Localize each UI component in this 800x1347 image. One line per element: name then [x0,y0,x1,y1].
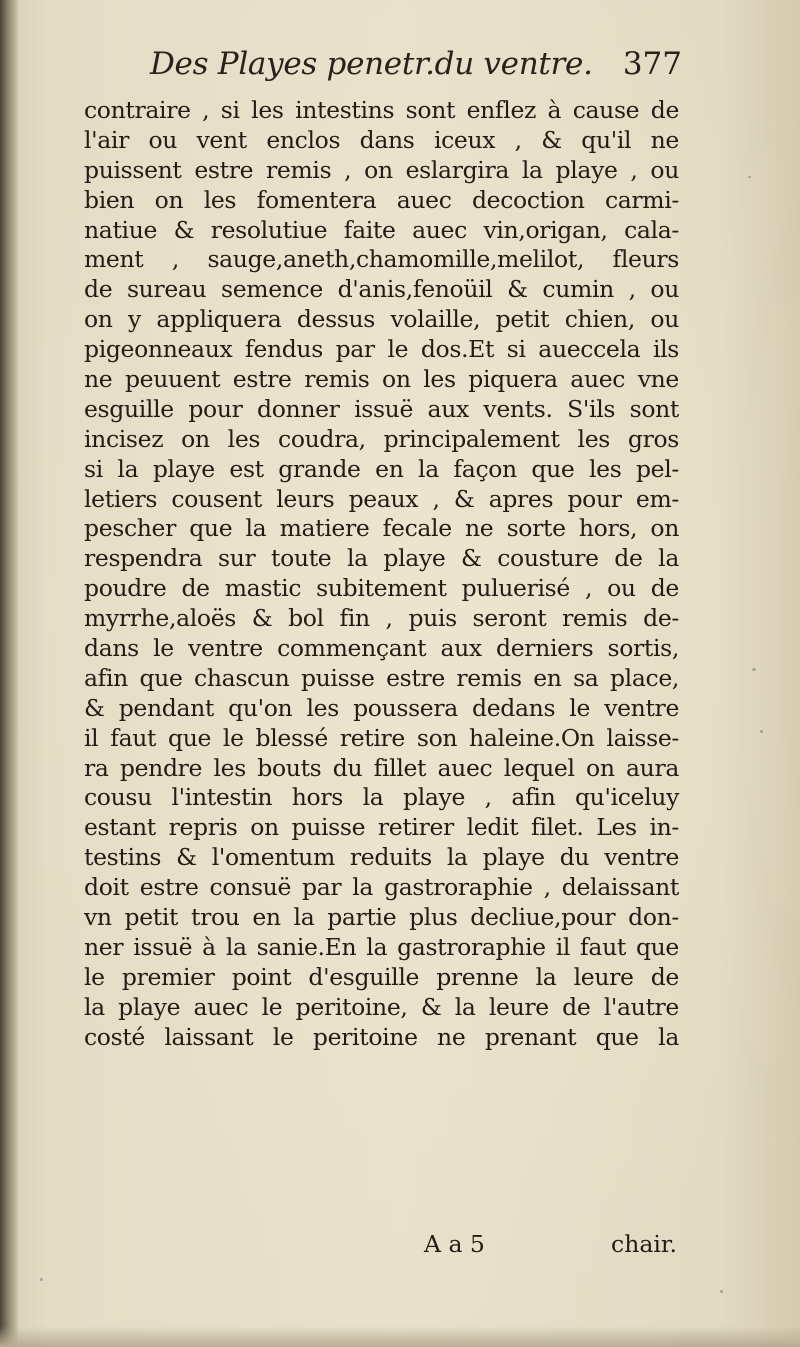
text-line: dans le ventre commençant aux derniers sortis, [84,634,679,663]
text-line: letiers cousent leurs peaux , & apres pour em- [84,484,679,513]
text-line: doit estre consuë par la gastroraphie , delaissant [84,873,679,902]
paper-speck [752,668,756,671]
paper-speck [760,730,763,733]
text-line: myrrhe,aloës & bol fin , puis seront remis de- [84,604,679,633]
page-footer [84,1230,679,1264]
text-line: incisez on les coudra, principalement les gros [84,424,679,453]
text-line: testins & l'omentum reduits la playe du ventre [84,843,679,872]
text-line: le premier point d'esguille prenne la leure de [84,962,679,991]
text-line: ner issuë à la sanie.En la gastroraphie il faut que [84,932,679,961]
text-line: respendra sur toute la playe & cousture de la [84,544,679,573]
text-line: pescher que la matiere fecale ne sorte hors, on [84,514,679,543]
catchword: chair. [611,1230,677,1258]
body-text [84,96,679,1053]
text-line: si la playe est grande en la façon que les pel- [84,454,679,483]
text-line: esguille pour donner issuë aux vents. S'ils sont [84,394,679,423]
text-line: l'air ou vent enclos dans iceux , & qu'il ne [84,125,679,154]
page-header [150,44,690,94]
running-title: Des Playes penetr.du ventre. [150,46,593,82]
text-line: cousu l'intestin hors la playe , afin qu'iceluy [84,783,679,812]
text-line: bien on les fomentera auec decoction carmi- [84,185,679,214]
text-line: il faut que le blessé retire son haleine.On laisse- [84,723,679,752]
page-number: 377 [622,46,682,82]
text-line: la playe auec le peritoine, & la leure de l'autre [84,992,679,1021]
signature-mark: A a 5 [424,1230,485,1258]
text-line: ra pendre les bouts du fillet auec lequel on aura [84,753,679,782]
paper-speck [720,1290,723,1293]
text-line: ne peuuent estre remis on les piquera auec vne [84,365,679,394]
text-line: ment , sauge,aneth,chamomille,melilot, fleurs [84,245,679,274]
text-line: & pendant qu'on les poussera dedans le ventre [84,693,679,722]
page-bottom-edge [0,1326,800,1347]
text-line: vn petit trou en la partie plus decliue,pour don- [84,903,679,932]
text-line: costé laissant le peritoine ne prenant que la [84,1022,679,1051]
text-line: natiue & resolutiue faite auec vin,origan, cala- [84,215,679,244]
paper-speck [748,176,751,178]
text-line: puissent estre remis , on eslargira la playe , ou [84,155,679,184]
text-line: pigeonneaux fendus par le dos.Et si aueccela ils [84,335,679,364]
text-line: on y appliquera dessus volaille, petit chien, ou [84,305,679,334]
text-line: poudre de mastic subitement puluerisé , ou de [84,574,679,603]
text-line: de sureau semence d'anis,fenoüil & cumin , ou [84,275,679,304]
paper-speck [40,1278,43,1281]
text-line: afin que chascun puisse estre remis en sa place, [84,663,679,692]
text-line: estant repris on puisse retirer ledit filet. Les in- [84,813,679,842]
binding-gutter [0,0,18,1347]
text-line: contraire , si les intestins sont enflez à cause de [84,96,679,124]
